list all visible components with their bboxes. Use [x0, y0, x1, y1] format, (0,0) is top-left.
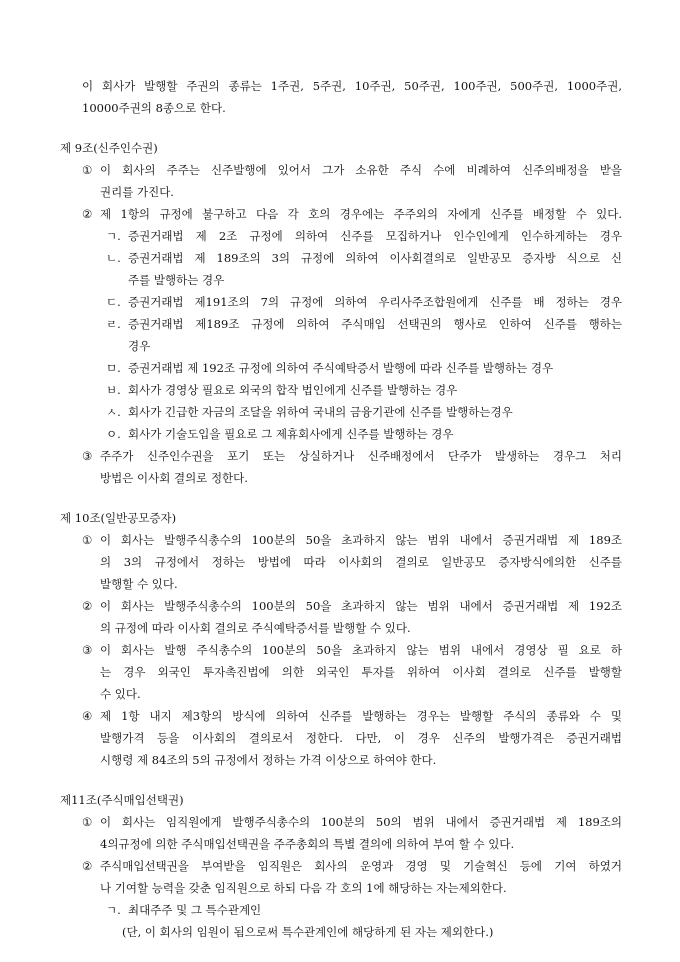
article-9-para-1-line-1: 이 회사의 주주는 신주발행에 있어서 그가 소유한 주식 수에 비례하여 신주의배정을 받을 — [100, 163, 622, 177]
article-10-para-3-line-1: 이 회사는 발행 주식총수의 100분의 50을 초과하지 않는 범위 내에서 경영상 필 요로 하 — [100, 643, 622, 657]
article-9-item-line: 증권거래법 제 189조의 3의 규정에 의하여 이사회결의로 일반공모 증자방 식으로 신 — [128, 251, 622, 265]
article-9-para-3-number: ③ — [82, 449, 93, 463]
article-9-para-1-line-2: 권리를 가진다. — [100, 185, 174, 199]
article-9-item-line: 증권거래법 제189조 규정에 의하여 주식매입 선택권의 행사로 인하여 신주를 행하는 — [128, 317, 622, 331]
article-9-item-line: 주를 발행하는 경우 — [128, 273, 225, 287]
article-10-para-2-line-2: 의 규정에 따라 이사회 결의로 주식예탁증서를 발행할 수 있다. — [100, 621, 411, 635]
article-9-para-3-line-1: 주주가 신주인수권을 포기 또는 상실하거나 신주배정에서 단주가 발생하는 경우그 처리 — [100, 449, 622, 463]
article-10-para-4-number: ④ — [82, 709, 93, 723]
article-9-item-mark: ㄱ. — [106, 229, 121, 243]
intro-line-1: 이 회사가 발행할 주권의 종류는 1주권, 5주권, 10주권, 50주권, 100주권, 500주권, 1000주권, — [82, 79, 622, 93]
article-9-item-line: 경우 — [128, 339, 151, 353]
article-9-item-mark: ㄷ. — [106, 295, 121, 309]
article-10-para-4-line-2: 발행가격 등을 이사회의 결의로서 정한다. 다만, 이 경우 신주의 발행가격은 증권거래법 — [100, 731, 622, 745]
article-9-item-mark: ㄹ. — [106, 317, 121, 331]
article-10-para-4-line-1: 제 1항 내지 제3항의 방식에 의하여 신주를 발행하는 경우는 발행할 주식의 종류와 수 및 — [100, 709, 622, 723]
article-11-para-2-line-2: 나 기여할 능력을 갖춘 임직원으로 하되 다음 각 호의 1에 해당하는 자는제외한다. — [100, 881, 507, 895]
article-9-item-line: 증권거래법 제 192조 규정에 의하여 주식예탁증서 발행에 따라 신주를 발행하는 경우 — [128, 361, 554, 375]
article-9-item-line: 회사가 경영상 필요로 외국의 합작 법인에게 신주를 발행하는 경우 — [128, 383, 458, 397]
article-9-title: 제 9조(신주인수권) — [60, 141, 158, 155]
article-9-item-mark: ㄴ. — [106, 251, 121, 265]
intro-line-2: 10000주권의 8종으로 한다. — [82, 101, 226, 115]
article-10-para-1-line-2: 의 3의 규정에서 정하는 방법에 따라 이사회의 결의로 일반공모 증자방식에의한 신주를 — [100, 555, 622, 569]
article-11-title: 제11조(주식매입선택권) — [60, 793, 184, 807]
article-11-para-1-number: ① — [82, 815, 93, 829]
article-11-para-2-line-1: 주식매입선택권을 부여받을 임직원은 회사의 운영과 경영 및 기술혁신 등에 기여 하였거 — [100, 859, 622, 873]
article-11-para-1-line-1: 이 회사는 임직원에게 발행주식총수의 100분의 50의 범위 내에서 증권거래법 제 189조의 — [100, 815, 622, 829]
article-11-para-2-number: ② — [82, 859, 93, 873]
article-10-para-4-line-3: 시행령 제 84조의 5의 규정에서 정하는 가격 이상으로 하여야 한다. — [100, 753, 437, 767]
article-10-para-3-line-2: 는 경우 외국인 투자촉진법에 의한 외국인 투자를 위하여 이사회 결의로 신주를 발행할 — [100, 665, 622, 679]
article-10-title: 제 10조(일반공모증자) — [60, 511, 177, 525]
article-11-item-line: 최대주주 및 그 특수관계인 — [128, 903, 262, 917]
article-10-para-2-number: ② — [82, 599, 93, 613]
article-9-para-2-number: ② — [82, 207, 93, 221]
article-9-item-mark: ㅇ. — [106, 427, 121, 441]
article-10-para-3-line-3: 수 있다. — [100, 687, 141, 701]
article-9-item-mark: ㅅ. — [106, 405, 121, 419]
article-10-para-1-number: ① — [82, 533, 93, 547]
article-9-item-mark: ㅂ. — [106, 383, 121, 397]
article-11-item-mark: ㄱ. — [106, 903, 121, 917]
article-10-para-1-line-1: 이 회사는 발행주식총수의 100분의 50을 초과하지 않는 범위 내에서 증권거래법 제 189조 — [100, 533, 622, 547]
article-9-item-mark: ㅁ. — [106, 361, 121, 375]
article-9-item-line: 회사가 긴급한 자금의 조달을 위하여 국내의 금융기관에 신주를 발행하는경우 — [128, 405, 513, 419]
article-9-item-line: 증권거래법 제 2조 규정에 의하여 신주를 모집하거나 인수인에게 인수하게하는 경우 — [128, 229, 622, 243]
article-9-para-3-line-2: 방법은 이사회 결의로 정한다. — [100, 471, 248, 485]
article-10-para-2-line-1: 이 회사는 발행주식총수의 100분의 50을 초과하지 않는 범위 내에서 증권거래법 제 192조 — [100, 599, 622, 613]
article-10-para-3-number: ③ — [82, 643, 93, 657]
article-11-para-1-line-2: 4의규정에 의한 주식매입선택권을 주주총회의 특별 결의에 의하여 부여 할 수 있다. — [100, 837, 515, 851]
article-9-item-line: 회사가 기술도입을 필요로 그 제휴회사에게 신주를 발행하는 경우 — [128, 427, 454, 441]
article-11-item-note: (단, 이 회사의 임원이 됨으로써 특수관계인에 해당하게 된 자는 제외한다.) — [122, 925, 494, 939]
article-9-para-2-line-1: 제 1항의 규정에 불구하고 다음 각 호의 경우에는 주주외의 자에게 신주를 배정할 수 있다. — [100, 207, 622, 221]
article-9-para-1-number: ① — [82, 163, 93, 177]
article-10-para-1-line-3: 발행할 수 있다. — [100, 577, 178, 591]
article-9-item-line: 증권거래법 제191조의 7의 규정에 의하여 우리사주조합원에게 신주를 배 정하는 경우 — [128, 295, 622, 309]
